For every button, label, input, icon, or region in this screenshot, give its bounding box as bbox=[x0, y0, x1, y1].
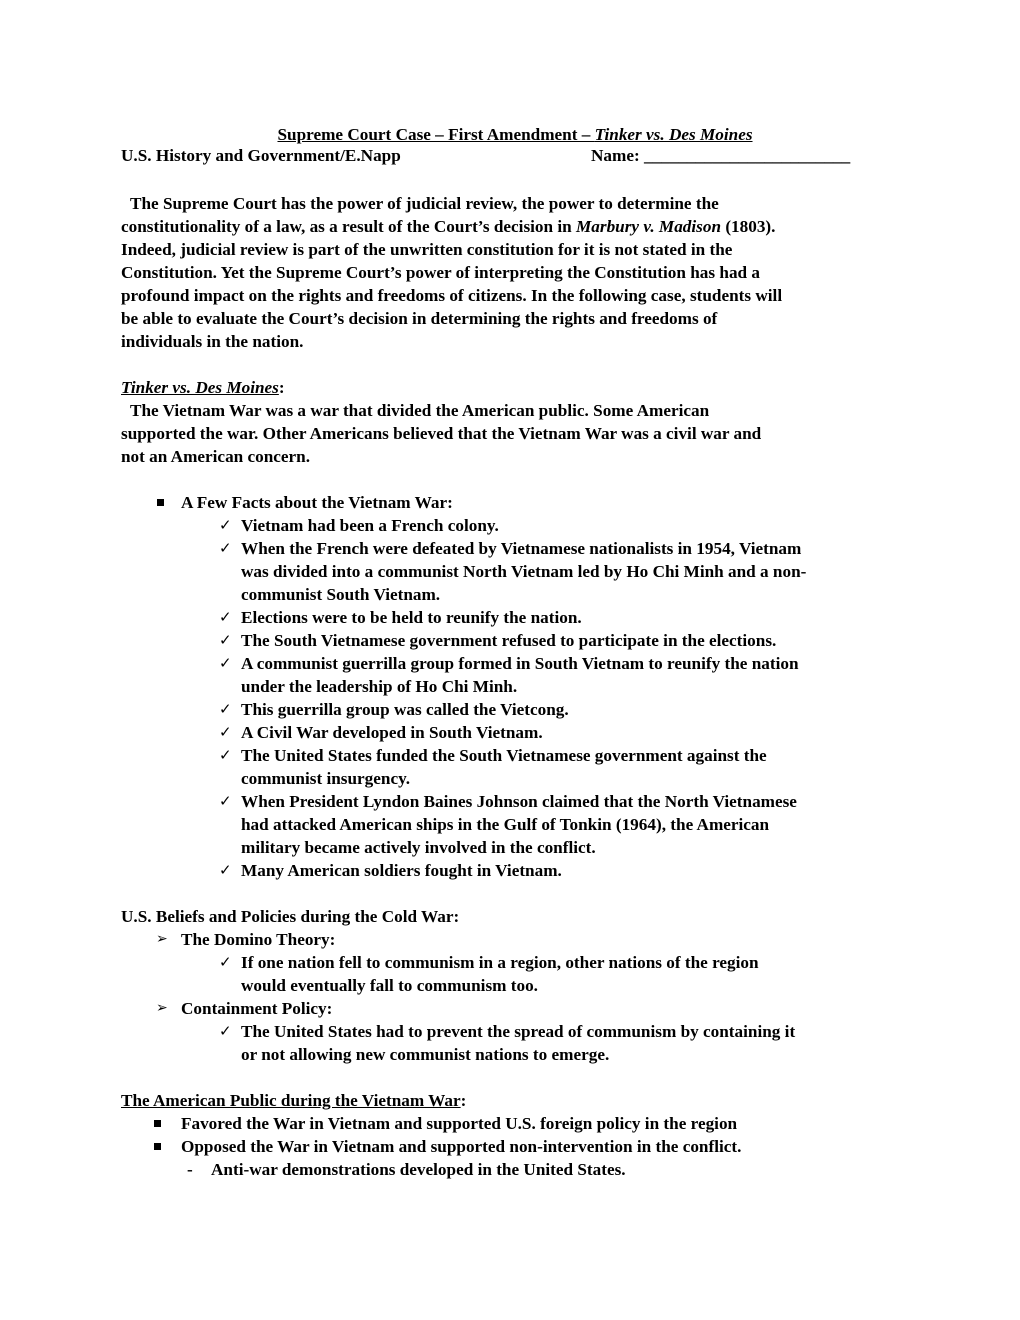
checkmark-icon: ✓ bbox=[219, 608, 232, 626]
fact-line: was divided into a communist North Vietnam led by Ho Chi Minh and a non- bbox=[241, 562, 807, 581]
facts-heading: A Few Facts about the Vietnam War: bbox=[181, 493, 453, 512]
tinker-paragraph bbox=[121, 399, 921, 468]
checkmark-icon: ✓ bbox=[219, 746, 232, 764]
fact-item bbox=[121, 629, 921, 652]
fact-item bbox=[121, 606, 921, 629]
fact-item bbox=[121, 514, 921, 537]
checkmark-icon: ✓ bbox=[219, 723, 232, 741]
course-label: U.S. History and Government/E.Napp bbox=[121, 146, 401, 165]
checkmark-icon: ✓ bbox=[219, 539, 232, 557]
tinker-line: supported the war. Other Americans believed that the Vietnam War was a civil war and bbox=[121, 424, 762, 443]
anti-war-item: - Anti-war demonstrations developed in the United States. bbox=[187, 1160, 626, 1179]
arrow-bullet-icon: ➢ bbox=[156, 1000, 168, 1016]
case-reference: Marbury v. Madison bbox=[576, 217, 722, 236]
intro-line: Indeed, judicial review is part of the unwritten constitution for it is not stated in the bbox=[121, 240, 733, 259]
containment-detail: ✓ The United States had to prevent the spread of communism by containing it or not allowing new communist nations to emerge. bbox=[219, 1022, 796, 1064]
title-text: Supreme Court Case – First Amendment – bbox=[277, 125, 595, 144]
intro-paragraph bbox=[121, 192, 921, 353]
fact-item bbox=[121, 537, 921, 606]
checkmark-icon: ✓ bbox=[219, 516, 232, 534]
fact-line: communist South Vietnam. bbox=[241, 585, 441, 604]
checkmark-icon: ✓ bbox=[219, 700, 232, 718]
fact-line: Many American soldiers fought in Vietnam. bbox=[241, 861, 562, 880]
arrow-bullet-icon: ➢ bbox=[156, 931, 168, 947]
facts-list bbox=[121, 514, 921, 882]
domino-detail: ✓ If one nation fell to communism in a region, other nations of the region would eventually fall to communism too. bbox=[219, 953, 759, 995]
dash-bullet: - bbox=[187, 1160, 193, 1179]
intro-line: The Supreme Court has the power of judicial review, the power to determine the bbox=[130, 194, 719, 213]
fact-line: The South Vietnamese government refused to participate in the elections. bbox=[241, 631, 777, 650]
intro-line: individuals in the nation. bbox=[121, 332, 304, 351]
public-opposed-item: Opposed the War in Vietnam and supported non-intervention in the conflict. bbox=[121, 1135, 921, 1158]
facts-heading-bullet bbox=[121, 491, 921, 514]
checkmark-icon: ✓ bbox=[219, 953, 232, 971]
containment-policy-item: ➢ Containment Policy: bbox=[156, 999, 333, 1018]
name-field: Name: ________________________ bbox=[591, 146, 851, 165]
fact-item bbox=[121, 859, 921, 882]
fact-line: under the leadership of Ho Chi Minh. bbox=[241, 677, 518, 696]
square-bullet-icon bbox=[154, 1120, 161, 1127]
intro-line: constitutionality of a law, as a result of the Court’s decision in Marbury v. Madison (1803). bbox=[121, 217, 776, 236]
fact-item bbox=[121, 698, 921, 721]
checkmark-icon: ✓ bbox=[219, 861, 232, 879]
document-page bbox=[121, 123, 921, 1181]
fact-line: The United States funded the South Vietnamese government against the bbox=[241, 746, 767, 765]
tinker-line: The Vietnam War was a war that divided the American public. Some American bbox=[130, 401, 710, 420]
public-favored-item: Favored the War in Vietnam and supported U.S. foreign policy in the region bbox=[121, 1112, 921, 1135]
fact-line: military became actively involved in the conflict. bbox=[241, 838, 596, 857]
checkmark-icon: ✓ bbox=[219, 792, 232, 810]
fact-item bbox=[121, 652, 921, 698]
fact-item bbox=[121, 744, 921, 790]
checkmark-icon: ✓ bbox=[219, 631, 232, 649]
intro-line: Constitution. Yet the Supreme Court’s power of interpreting the Constitution has had a bbox=[121, 263, 760, 282]
checkmark-icon: ✓ bbox=[219, 1022, 232, 1040]
fact-line: Vietnam had been a French colony. bbox=[241, 516, 499, 535]
fact-line: This guerrilla group was called the Vietcong. bbox=[241, 700, 569, 719]
fact-line: When President Lyndon Baines Johnson claimed that the North Vietnamese bbox=[241, 792, 797, 811]
fact-line: Elections were to be held to reunify the nation. bbox=[241, 608, 582, 627]
tinker-line: not an American concern. bbox=[121, 447, 311, 466]
fact-line: When the French were defeated by Vietnamese nationalists in 1954, Vietnam bbox=[241, 539, 802, 558]
title-case-name: Tinker vs. Des Moines bbox=[594, 125, 753, 144]
square-bullet-icon bbox=[157, 499, 164, 506]
checkmark-icon: ✓ bbox=[219, 654, 232, 672]
fact-line: communist insurgency. bbox=[241, 769, 411, 788]
tinker-heading: Tinker vs. Des Moines: bbox=[121, 378, 285, 397]
public-heading: The American Public during the Vietnam War: bbox=[121, 1091, 467, 1110]
square-bullet-icon bbox=[154, 1143, 161, 1150]
course-name-row bbox=[121, 146, 921, 169]
cold-war-heading: U.S. Beliefs and Policies during the Cold War: bbox=[121, 907, 460, 926]
fact-line: A communist guerrilla group formed in South Vietnam to reunify the nation bbox=[241, 654, 799, 673]
fact-item bbox=[121, 790, 921, 859]
fact-item bbox=[121, 721, 921, 744]
fact-line: A Civil War developed in South Vietnam. bbox=[241, 723, 543, 742]
intro-line: be able to evaluate the Court’s decision in determining the rights and freedoms of bbox=[121, 309, 718, 328]
page-title bbox=[121, 123, 909, 146]
intro-line: profound impact on the rights and freedoms of citizens. In the following case, students will bbox=[121, 286, 783, 305]
fact-line: had attacked American ships in the Gulf of Tonkin (1964), the American bbox=[241, 815, 770, 834]
domino-theory-item: ➢ The Domino Theory: bbox=[156, 930, 336, 949]
